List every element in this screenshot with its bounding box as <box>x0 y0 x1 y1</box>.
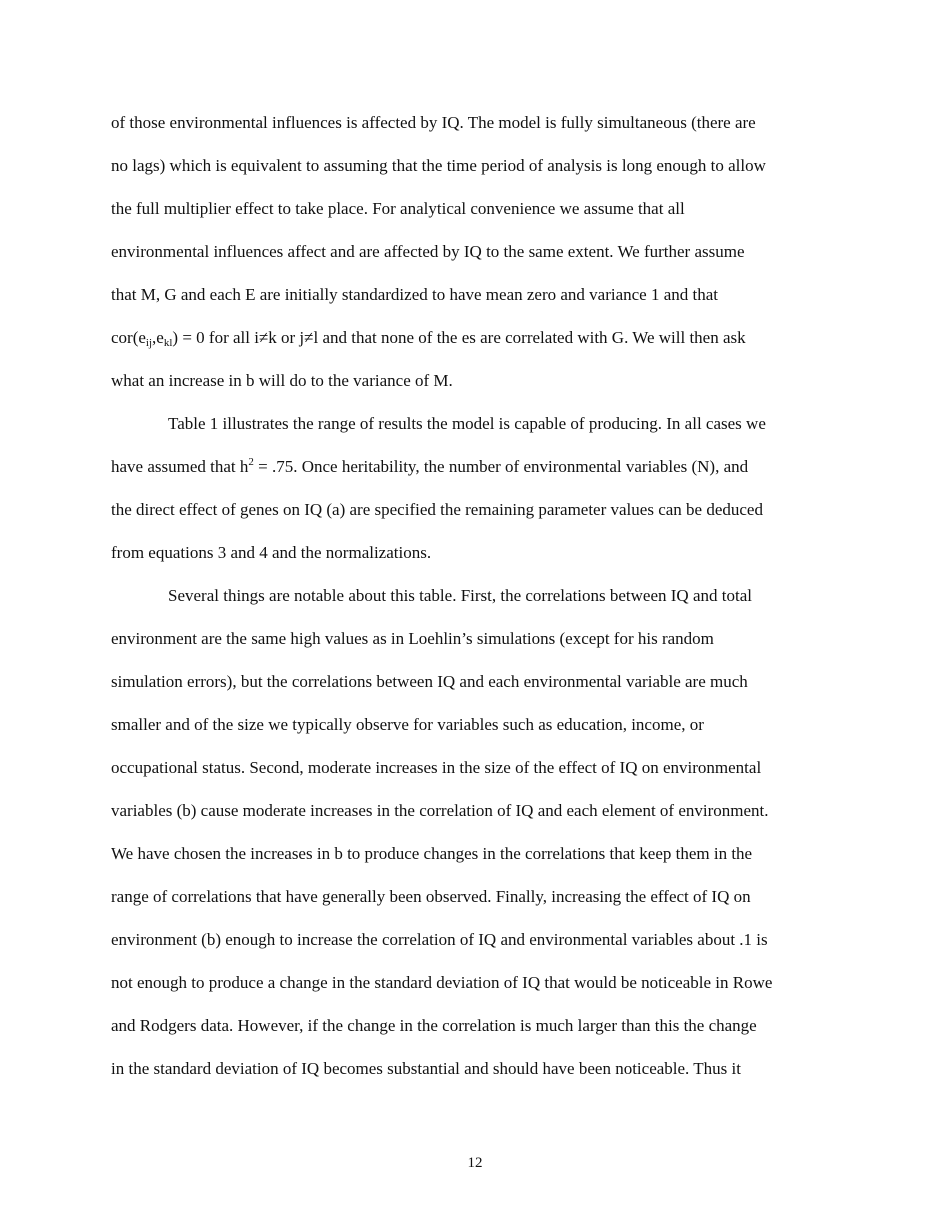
text-line: not enough to produce a change in the standard deviation of IQ that would be noticeable in Rowe <box>111 973 773 992</box>
text-line: the full multiplier effect to take place. For analytical convenience we assume that all <box>111 199 685 218</box>
text-line: variables (b) cause moderate increases in the correlation of IQ and each element of environment. <box>111 801 769 820</box>
text-run: ) = 0 for all i≠k or j≠l and that none of the es are correlated with G. We will then ask <box>172 328 746 347</box>
text-line-with-subscripts <box>111 321 841 364</box>
text-line-with-superscript <box>111 450 841 493</box>
text-line: of those environmental influences is affected by IQ. The model is fully simultaneous (there are <box>111 113 756 132</box>
text-line: environment (b) enough to increase the correlation of IQ and environmental variables about .1 is <box>111 930 768 949</box>
paragraph-3 <box>111 579 841 1095</box>
superscript: 2 <box>248 456 254 468</box>
text-line: what an increase in b will do to the variance of M. <box>111 371 453 390</box>
paragraph-2 <box>111 407 841 579</box>
text-line: in the standard deviation of IQ becomes substantial and should have been noticeable. Thus it <box>111 1059 741 1078</box>
text-run: cor(e <box>111 328 146 347</box>
text-run: = .75. Once heritability, the number of environmental variables (N), and <box>253 457 749 476</box>
text-line: range of correlations that have generally been observed. Finally, increasing the effect of IQ on <box>111 887 751 906</box>
text-line: and Rodgers data. However, if the change in the correlation is much larger than this the change <box>111 1016 757 1035</box>
text-line: smaller and of the size we typically observe for variables such as education, income, or <box>111 715 704 734</box>
text-line: Several things are notable about this table. First, the correlations between IQ and total <box>168 586 752 605</box>
page-body <box>111 106 841 1095</box>
text-line: occupational status. Second, moderate increases in the size of the effect of IQ on environmental <box>111 758 762 777</box>
text-line: no lags) which is equivalent to assuming that the time period of analysis is long enough to allow <box>111 156 766 175</box>
paragraph-1 <box>111 106 841 407</box>
text-run: have assumed that h <box>111 457 249 476</box>
subscript: ij <box>145 337 153 349</box>
text-line: from equations 3 and 4 and the normalizations. <box>111 543 432 562</box>
text-line: environment are the same high values as in Loehlin’s simulations (except for his random <box>111 629 714 648</box>
text-run: ,e <box>152 328 164 347</box>
page-number: 12 <box>467 1155 483 1171</box>
text-line: We have chosen the increases in b to produce changes in the correlations that keep them in the <box>111 844 753 863</box>
text-line: Table 1 illustrates the range of results the model is capable of producing. In all cases we <box>168 414 766 433</box>
text-line: environmental influences affect and are affected by IQ to the same extent. We further assume <box>111 242 745 261</box>
text-line: simulation errors), but the correlations between IQ and each environmental variable are much <box>111 672 748 691</box>
text-line: that M, G and each E are initially standardized to have mean zero and variance 1 and that <box>111 285 719 304</box>
subscript: kl <box>163 337 173 349</box>
text-line: the direct effect of genes on IQ (a) are specified the remaining parameter values can be deduced <box>111 500 763 519</box>
